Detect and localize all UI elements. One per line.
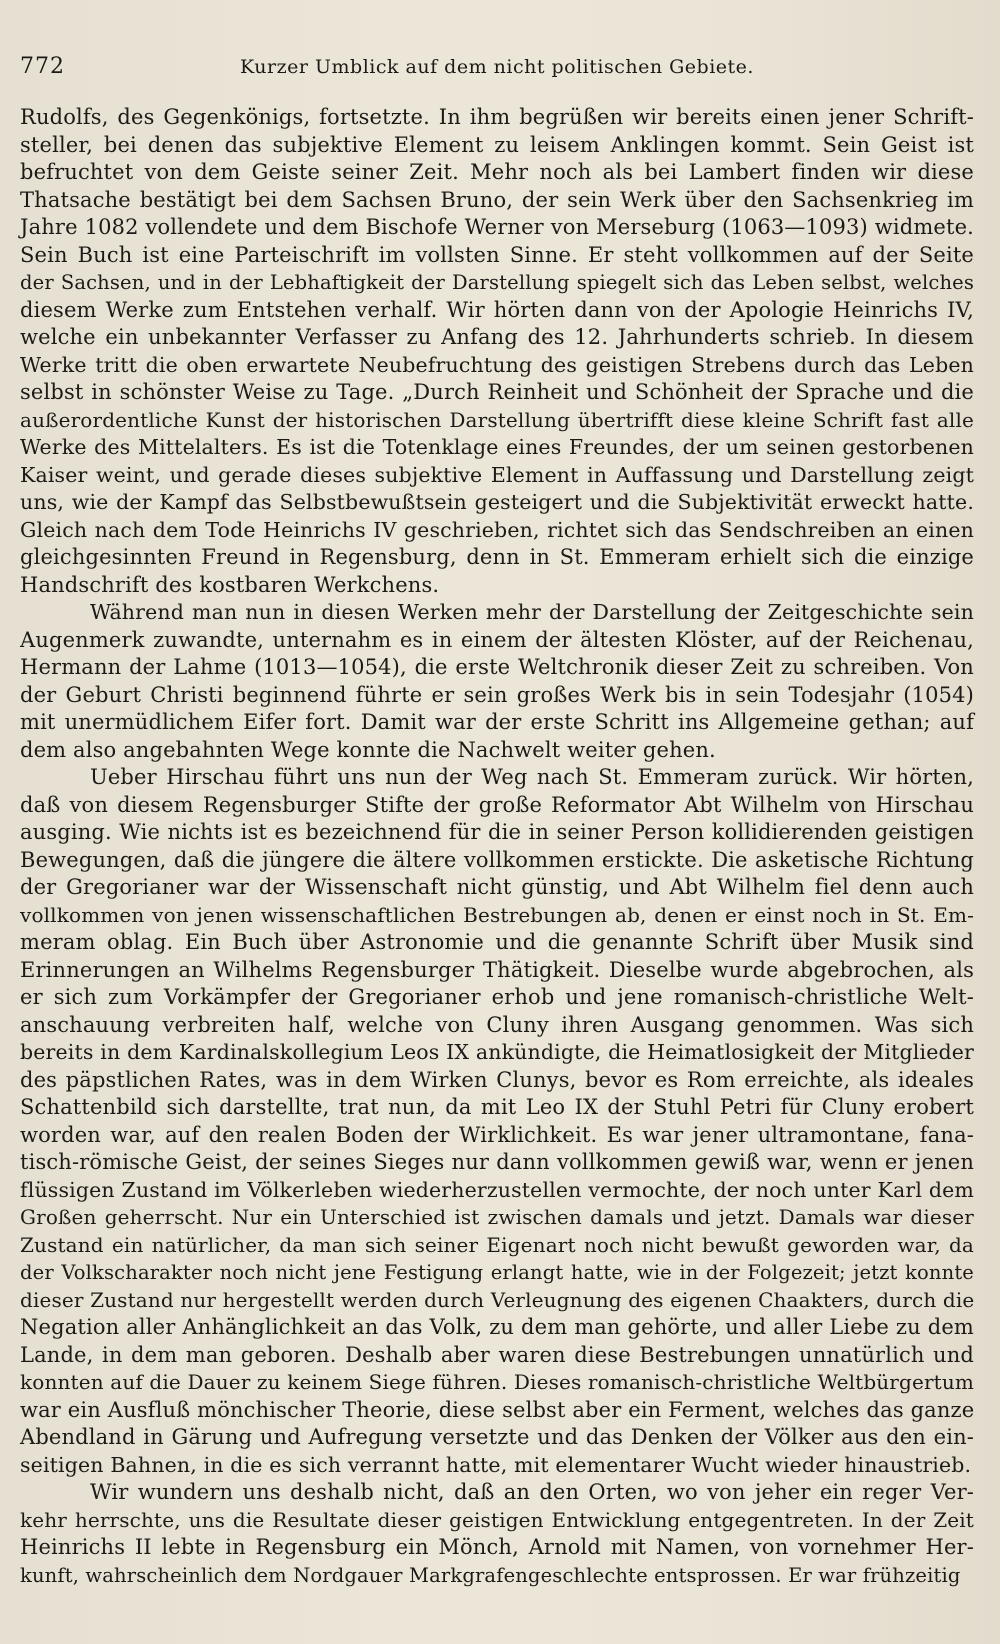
text-line: Erinnerungen an Wilhelms Regensburger Thätigkeit. Dieselbe wurde abgebrochen, als [20,957,974,982]
text-line: Zustand ein natürlicher, da man sich seiner Eigenart noch nicht bewußt geworden war, da [20,1232,974,1257]
text-line: Wir wundern uns deshalb nicht, daß an den Orten, wo von jeher ein reger Ver- [90,1480,974,1504]
text-line: konnten auf die Dauer zu keinem Siege führen. Dieses romanisch-christliche Weltbürgertum [20,1370,974,1394]
text-line: ausging. Wie nichts ist es bezeichnend für die in seiner Person kollidierenden geistigen [20,820,974,844]
text-line: Kaiser weint, und gerade dieses subjektive Element in Auffassung und Darstellung zeigt [20,462,974,487]
text-line: der Volkscharakter noch nicht jene Festigung erlangt hatte, wie in der Folgezeit; jetzt konnte [20,1261,974,1284]
text-line: Negation aller Anhänglichkeit an das Volk, zu dem man gehörte, und aller Liebe zu dem [20,1315,974,1339]
paragraph [20,1479,974,1589]
text-line: kunft, wahrscheinlich dem Nordgauer Markgrafengeschlechte entsprossen. Er war frühzeitig [20,1563,961,1587]
text-line: welche ein unbekannter Verfasser zu Anfang des 12. Jahrhunderts schrieb. In diesem [20,325,974,349]
text-line: kehr herrschte, uns die Resultate dieser geistigen Entwicklung entgegentreten. In der Zeit [20,1507,974,1532]
text-line: seitigen Bahnen, in die es sich verrannt hatte, mit elementarer Wucht wieder hinaustrieb. [20,1452,972,1477]
text-line: uns, wie der Kampf das Selbstbewußtsein gesteigert und die Subjektivität erweckt hatte. [20,490,974,514]
text-line: Rudolfs, des Gegenkönigs, fortsetzte. In ihm begrüßen wir bereits einen jener Schrift- [20,105,974,129]
text-line: Werke tritt die oben erwartete Neubefruchtung des geistigen Strebens durch das Leben [20,352,974,377]
text-line: des päpstlichen Rates, was in dem Wirken Clunys, bevor es Rom erreichte, als ideales [20,1067,974,1092]
text-line: tisch-römische Geist, der seines Sieges nur dann vollkommen gewiß war, wenn er jenen [20,1150,974,1174]
text-line: steller, bei denen das subjektive Element zu leisem Anklingen kommt. Sein Geist ist [20,132,974,157]
text-line: Bewegungen, daß die jüngere die ältere vollkommen erstickte. Die asketische Richtung [20,847,974,872]
paragraph [20,104,974,599]
text-line: Lande, in dem man geboren. Deshalb aber waren diese Bestrebungen unnatürlich und [20,1342,974,1367]
text-line: befruchtet von dem Geiste seiner Zeit. Mehr noch als bei Lambert finden wir diese [20,160,974,184]
text-line: Abendland in Gärung und Aufregung versetzte und das Denken der Völker aus den ein- [20,1425,974,1449]
text-line: war ein Ausfluß mönchischer Theorie, diese selbst aber ein Ferment, welches das ganze [20,1397,975,1422]
text-line: anschauung verbreiten half, welche von Cluny ihren Ausgang genommen. Was sich [20,1012,974,1037]
text-line: flüssigen Zustand im Völkerleben wiederherzustellen vermochte, der noch unter Karl dem [20,1177,974,1202]
text-line: gleichgesinnten Freund in Regensburg, denn in St. Emmeram erhielt sich die einzige [20,545,974,569]
text-line: Augenmerk zuwandte, unternahm es in einem der ältesten Klöster, auf der Reichenau, [20,627,974,652]
text-line: meram oblag. Ein Buch über Astronomie und die genannte Schrift über Musik sind [20,930,974,954]
text-line: Ueber Hirschau führt uns nun der Weg nach St. Emmeram zurück. Wir hörten, [90,765,974,789]
text-line: diesem Werke zum Entstehen verhalf. Wir hörten dann von der Apologie Heinrichs IV, [20,297,974,322]
text-line: Hermann der Lahme (1013—1054), die erste Weltchronik dieser Zeit zu schreiben. Von [20,655,974,679]
text-line: Großen geherrscht. Nur ein Unterschied ist zwischen damals und jetzt. Damals war dieser [20,1205,974,1229]
text-line: der Sachsen, und in der Lebhaftigkeit der Darstellung spiegelt sich das Leben selbst, welches [20,271,974,294]
text-line: außerordentliche Kunst der historischen Darstellung übertrifft diese kleine Schrift fast alle [20,407,974,432]
text-line: Thatsache bestätigt bei dem Sachsen Bruno, der sein Werk über den Sachsenkrieg im [20,187,974,212]
text-line: dem also angebahnten Wege konnte die Nachwelt weiter gehen. [20,737,716,762]
text-line: er sich zum Vorkämpfer der Gregorianer erhob und jene romanisch-christliche Welt- [20,985,974,1009]
page-number: 772 [20,54,65,79]
text-line: Werke des Mittelalters. Es ist die Totenklage eines Freundes, der um seinen gestorbenen [20,435,974,459]
text-line: der Gregorianer war der Wissenschaft nicht günstig, und Abt Wilhelm fiel denn auch [20,875,974,899]
page-header [20,54,974,94]
text-line: Jahre 1082 vollendete und dem Bischofe Werner von Merseburg (1063—1093) widmete. [20,215,974,239]
text-line: Heinrichs II lebte in Regensburg ein Mönch, Arnold mit Namen, von vornehmer Her- [20,1535,974,1559]
text-line: vollkommen von jenen wissenschaftlichen Bestrebungen ab, denen er einst noch in St. Em- [20,902,974,927]
paragraph [20,764,974,1479]
text-line: selbst in schönster Weise zu Tage. „Durch Reinheit und Schönheit der Sprache und die [20,380,974,404]
running-title: Kurzer Umblick auf dem nicht politischen Gebiete. [240,56,754,78]
body-text [20,104,974,1589]
text-line: der Geburt Christi beginnend führte er sein großes Werk bis in sein Todesjahr (1054) [20,682,974,707]
text-line: Handschrift des kostbaren Werkchens. [20,572,440,597]
text-line: Schattenbild sich darstellte, trat nun, da mit Leo IX der Stuhl Petri für Cluny erobert [20,1095,974,1119]
text-line: Sein Buch ist eine Parteischrift im vollsten Sinne. Er steht vollkommen auf der Seite [20,242,974,267]
text-line: worden war, auf den realen Boden der Wirklichkeit. Es war jener ultramontane, fana- [20,1122,974,1147]
paragraph [20,599,974,764]
text-line: Gleich nach dem Tode Heinrichs IV geschrieben, richtet sich das Sendschreiben an einen [20,517,974,542]
text-line: mit unermüdlichem Eifer fort. Damit war der erste Schritt ins Allgemeine gethan; auf [20,710,974,734]
text-line: daß von diesem Regensburger Stifte der große Reformator Abt Wilhelm von Hirschau [20,792,974,817]
text-line: bereits in dem Kardinalskollegium Leos IX ankündigte, die Heimatlosigkeit der Mitglieder [20,1040,974,1064]
text-line: dieser Zustand nur hergestellt werden durch Verleugnung des eigenen Chaakters, durch die [20,1287,975,1312]
text-line: Während man nun in diesen Werken mehr der Darstellung der Zeitgeschichte sein [90,600,974,624]
